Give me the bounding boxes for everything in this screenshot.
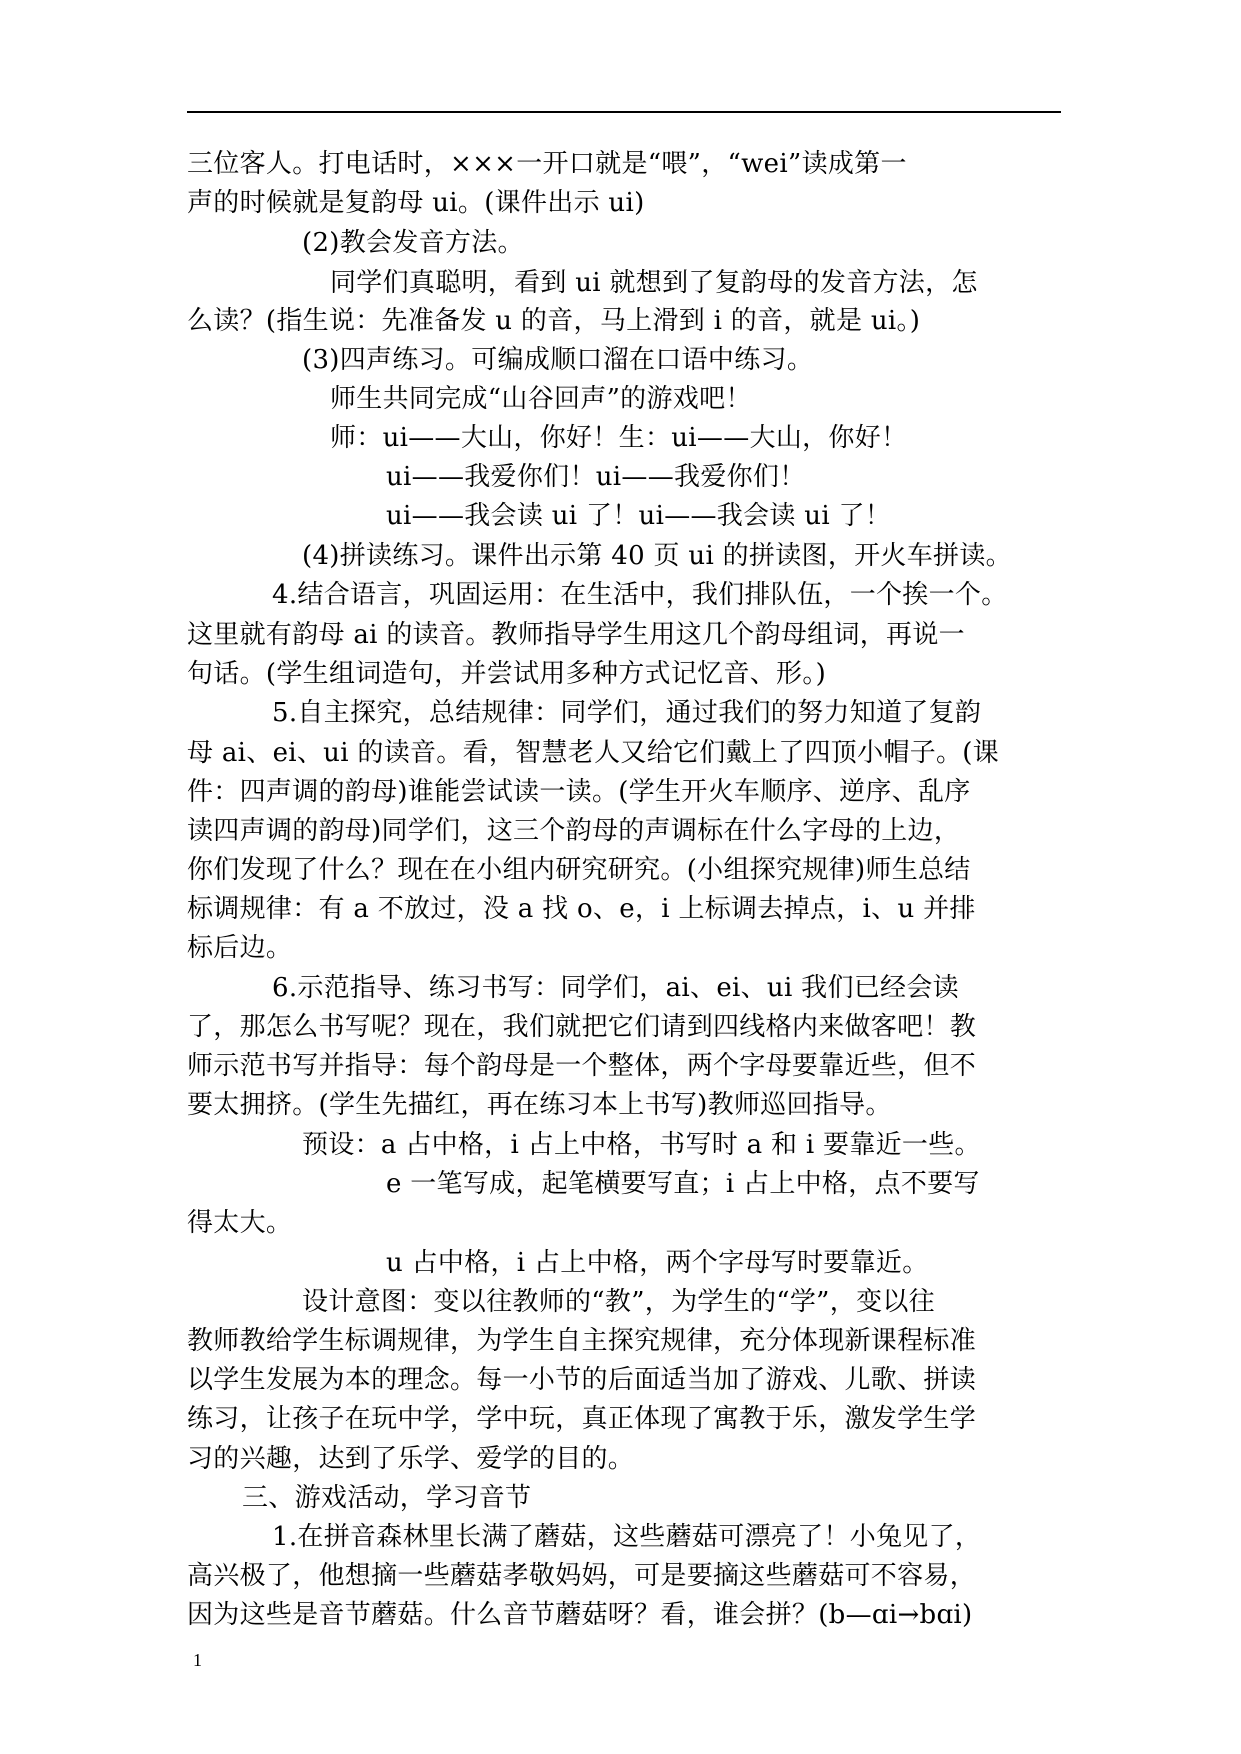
- body-line: 你们发现了什么？现在在小组内研究研究。(小组探究规律)师生总结: [187, 855, 971, 885]
- body-line: 母 ai、ei、ui 的读音。看，智慧老人又给它们戴上了四顶小帽子。(课: [187, 738, 1000, 768]
- body-line: 1.在拼音森林里长满了蘑菇，这些蘑菇可漂亮了！小兔见了，: [272, 1522, 982, 1552]
- body-line: ui——我会读 ui 了！ui——我会读 ui 了！: [386, 501, 892, 531]
- body-line: 了，那怎么书写呢？现在，我们就把它们请到四线格内来做客吧！教: [187, 1012, 977, 1042]
- body-line: 这里就有韵母 ai 的读音。教师指导学生用这几个韵母组词，再说一: [187, 620, 965, 650]
- body-line: 6.示范指导、练习书写：同学们，ai、ei、ui 我们已经会读: [272, 973, 959, 1003]
- body-line: 师：ui——大山，你好！生：ui——大山，你好！: [330, 423, 908, 453]
- page-number: 1: [193, 1650, 202, 1670]
- body-line: (3)四声练习。可编成顺口溜在口语中练习。: [302, 345, 814, 375]
- body-line: 得太大。: [187, 1208, 293, 1238]
- body-line: 标后边。: [187, 933, 293, 963]
- body-line: e 一笔写成，起笔横要写直；i 占上中格，点不要写: [386, 1169, 980, 1199]
- body-line: 句话。(学生组词造句，并尝试用多种方式记忆音、形。): [187, 659, 827, 689]
- body-line: 4.结合语言，巩固运用：在生活中，我们排队伍，一个挨一个。: [272, 580, 1008, 610]
- body-line: 要太拥挤。(学生先描红，再在练习本上书写)教师巡回指导。: [187, 1090, 892, 1120]
- body-line: (2)教会发音方法。: [302, 228, 524, 258]
- body-line: 设计意图：变以往教师的“教”，为学生的“学”，变以往: [302, 1287, 935, 1317]
- body-line: 练习，让孩子在玩中学，学中玩，真正体现了寓教于乐，激发学生学: [187, 1404, 977, 1434]
- body-line: u 占中格，i 占上中格，两个字母写时要靠近。: [386, 1248, 929, 1278]
- body-line: 么读？(指生说：先准备发 u 的音，马上滑到 i 的音，就是 ui。): [187, 306, 921, 336]
- body-line: 师生共同完成“山谷回声”的游戏吧！: [330, 384, 752, 414]
- body-line: 习的兴趣，达到了乐学、爱学的目的。: [187, 1444, 635, 1474]
- body-line: 标调规律：有 a 不放过，没 a 找 o、e，i 上标调去掉点，i、u 并排: [187, 894, 976, 924]
- body-line: 读四声调的韵母)同学们，这三个韵母的声调标在什么字母的上边，: [187, 816, 961, 846]
- body-line: ui——我爱你们！ui——我爱你们！: [386, 462, 806, 492]
- section-heading: 三、游戏活动，学习音节: [242, 1483, 532, 1513]
- body-line: 教师教给学生标调规律，为学生自主探究规律，充分体现新课程标准: [187, 1326, 977, 1356]
- body-line: 件：四声调的韵母)谁能尝试读一读。(学生开火车顺序、逆序、乱序: [187, 777, 971, 807]
- body-line: (4)拼读练习。课件出示第 40 页 ui 的拼读图，开火车拼读。: [302, 541, 1012, 571]
- body-line: 5.自主探究，总结规律：同学们，通过我们的努力知道了复韵: [272, 698, 982, 728]
- body-line: 同学们真聪明，看到 ui 就想到了复韵母的发音方法，怎: [330, 268, 978, 298]
- body-line: 三位客人。打电话时，×××一开口就是“喂”，“wei”读成第一: [187, 149, 907, 179]
- body-line: 预设：a 占中格，i 占上中格，书写时 a 和 i 要靠近一些。: [302, 1130, 981, 1160]
- body-line: 声的时候就是复韵母 ui。(课件出示 ui): [187, 188, 645, 218]
- body-line: 高兴极了，他想摘一些蘑菇孝敬妈妈，可是要摘这些蘑菇可不容易，: [187, 1561, 977, 1591]
- header-rule: [187, 111, 1061, 113]
- body-line: 以学生发展为本的理念。每一小节的后面适当加了游戏、儿歌、拼读: [187, 1365, 977, 1395]
- body-line: 师示范书写并指导：每个韵母是一个整体，两个字母要靠近些，但不: [187, 1051, 977, 1081]
- body-line: 因为这些是音节蘑菇。什么音节蘑菇呀？看，谁会拼？(b—ɑi→bɑi): [187, 1600, 973, 1630]
